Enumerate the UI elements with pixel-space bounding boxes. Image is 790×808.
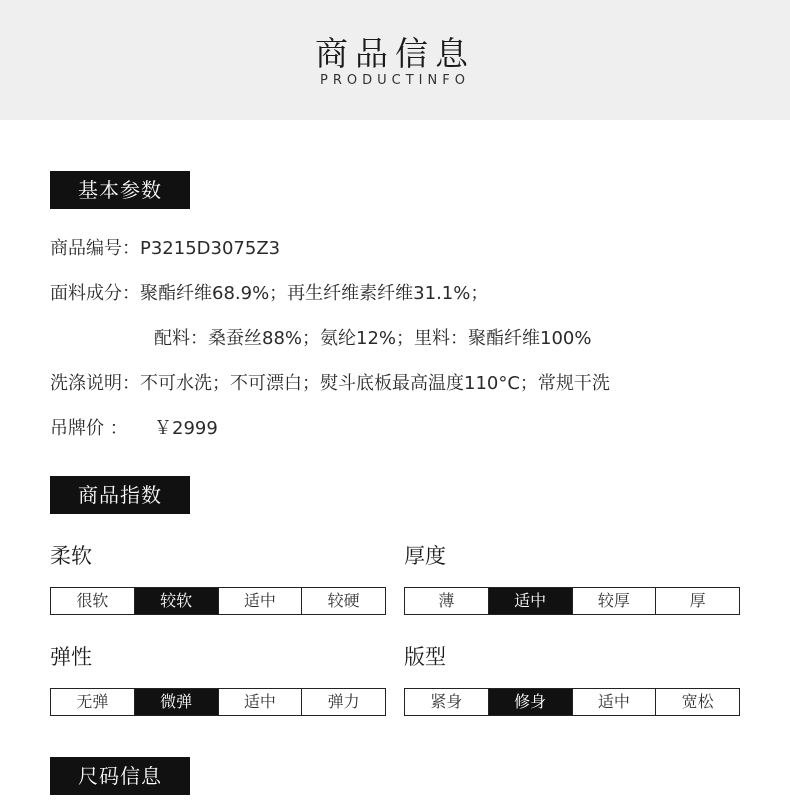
section-basic-params: 基本参数 [50, 171, 190, 209]
index-softness-option: 适中 [218, 588, 302, 614]
header-title: 商品信息 [315, 34, 475, 73]
index-softness-option: 较硬 [301, 588, 385, 614]
param-price [50, 416, 218, 442]
index-elasticity-option: 微弹 [134, 689, 218, 715]
index-elasticity-option: 适中 [218, 689, 302, 715]
param-price-value: ￥2999 [154, 418, 218, 439]
section-product-index: 商品指数 [50, 476, 190, 514]
param-trim [154, 326, 591, 352]
section-size-info: 尺码信息 [50, 757, 190, 795]
index-thickness-scale [404, 587, 740, 615]
index-fit-scale [404, 688, 740, 716]
param-product-code-label: 商品编号： [50, 238, 140, 259]
index-softness-scale [50, 587, 386, 615]
param-fabric-value: 聚酯纤维68.9%；再生纤维素纤维31.1%； [140, 283, 489, 304]
param-fabric-label: 面料成分： [50, 283, 140, 304]
index-softness-option: 较软 [134, 588, 218, 614]
index-elasticity-option: 弹力 [301, 689, 385, 715]
index-thickness-option: 厚 [655, 588, 739, 614]
header-subtitle: PRODUCTINFO [320, 73, 470, 88]
index-fit-title: 版型 [404, 645, 446, 669]
index-fit-option: 紧身 [430, 692, 463, 711]
index-fit-option: 适中 [572, 689, 656, 715]
param-trim-value: 配料：桑蚕丝88%；氨纶12%；里料：聚酯纤维100% [154, 328, 592, 349]
param-fabric [50, 281, 488, 307]
index-thickness-option: 薄 [438, 591, 455, 610]
index-elasticity-title: 弹性 [50, 645, 92, 669]
param-price-label: 吊牌价 ： [50, 418, 128, 439]
param-wash-label: 洗涤说明： [50, 373, 140, 394]
param-wash [50, 371, 610, 397]
param-product-code-value: P3215D3075Z3 [140, 238, 281, 259]
index-fit-option: 修身 [488, 689, 572, 715]
index-elasticity-option: 无弹 [76, 692, 109, 711]
page-header [0, 0, 790, 120]
param-wash-value: 不可水洗；不可漂白；熨斗底板最高温度110°C；常规干洗 [140, 373, 610, 394]
index-softness-option: 很软 [76, 591, 109, 610]
index-thickness-option: 较厚 [572, 588, 656, 614]
index-thickness-option: 适中 [488, 588, 572, 614]
index-thickness-title: 厚度 [404, 544, 446, 568]
index-fit-option: 宽松 [655, 689, 739, 715]
param-product-code [50, 236, 280, 262]
index-softness-title: 柔软 [50, 544, 92, 568]
index-elasticity-scale [50, 688, 386, 716]
